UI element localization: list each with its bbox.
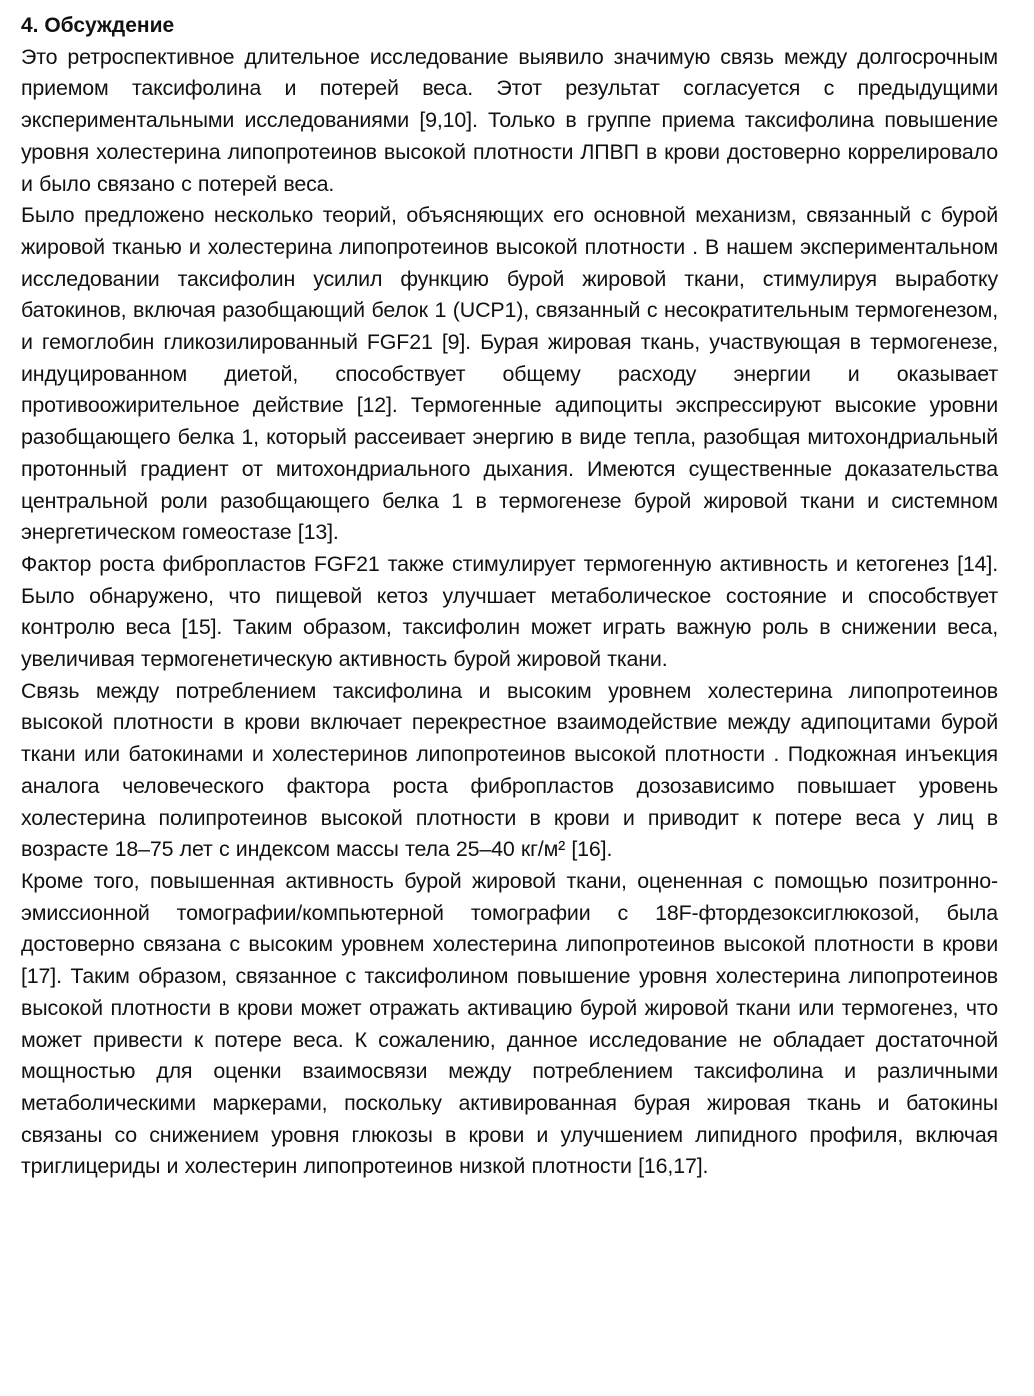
paragraph-fgf21-thermogenesis: Фактор роста фибропластов FGF21 также стимулирует термогенную активность и кетогенез [14]. Было обнаружено, что пищевой кетоз улучшает метаболическое состояние и способствует контролю веса [15]. Таким образом, таксифолин может играть важную роль в снижении веса, увеличивая термогенетическую активность бурой жировой ткани. [21,551,998,672]
paragraph-weight-loss-association: Это ретроспективное длительное исследование выявило значимую связь между долгосрочным приемом таксифолина и потерей веса. Этот результат согласуется с предыдущими экспериментальными исследованиями [9,10]. Только в группе приема таксифолина повышение уровня холестерина липопротеинов высокой плотности ЛПВП в крови достоверно коррелировало и было связано с потерей веса. [21,44,998,196]
paragraph-hdl-crosstalk: Связь между потреблением таксифолина и высоким уровнем холестерина липопротеинов высокой плотности в крови включает перекрестное взаимодействие между адипоцитами бурой ткани или батокинами и холестеринов липопротеинов высокой плотности . Подкожная инъекция аналога человеческого фактора роста фибропластов дозозависимо повышает уровень холестерина полипротеинов высокой плотности в крови и приводит к потере веса у лиц в возрасте 18–75 лет с индексом массы тела 25–40 кг/м² [16]. [21,678,998,862]
section-heading: 4. Обсуждение [21,14,175,37]
paragraph-brown-fat-mechanism: Было предложено несколько теорий, объясняющих его основной механизм, связанный с бурой жировой тканью и холестерина липопротеинов высокой плотности . В нашем экспериментальном исследовании таксифолин усилил функцию бурой жировой ткани, стимулируя выработку батокинов, включая разобщающий белок 1 (UCP1), связанный с несократительным термогенезом, и гемоглобин гликозилированный FGF21 [9]. Бурая жировая ткань, участвующая в термогенезе, индуцированном диетой, способствует общему расходу энергии и оказывает противоожирительное действие [12]. Термогенные адипоциты экспрессируют высокие уровни разобщающего белка 1, который рассеивает энергию в виде тепла, разобщая митохондриальный протонный градиент от митохондриального дыхания. Имеются существенные доказательства центральной роли разобщающего белка 1 в термогенезе бурой жировой ткани и системном энергетическом гомеостазе [13]. [21,203,998,545]
paragraph-pet-ct-limitations: Кроме того, повышенная активность бурой жировой ткани, оцененная с помощью позитронно-эмиссионной томографии/компьютерной томографии с 18F-фтордезоксиглюкозой, была достоверно связана с высоким уровнем холестерина липопротеинов высокой плотности в крови [17]. Таким образом, связанное с таксифолином повышение уровня холестерина липопротеинов высокой плотности в крови может отражать активацию бурой жировой ткани или термогенез, что может привести к потере веса. К сожалению, данное исследование не обладает достаточной мощностью для оценки взаимосвязи между потреблением таксифолина и различными метаболическими маркерами, поскольку активированная бурая жировая ткань и батокины связаны со снижением уровня глюкозы в крови и улучшением липидного профиля, включая триглицериды и холестерин липопротеинов низкой плотности [16,17]. [21,868,998,1179]
